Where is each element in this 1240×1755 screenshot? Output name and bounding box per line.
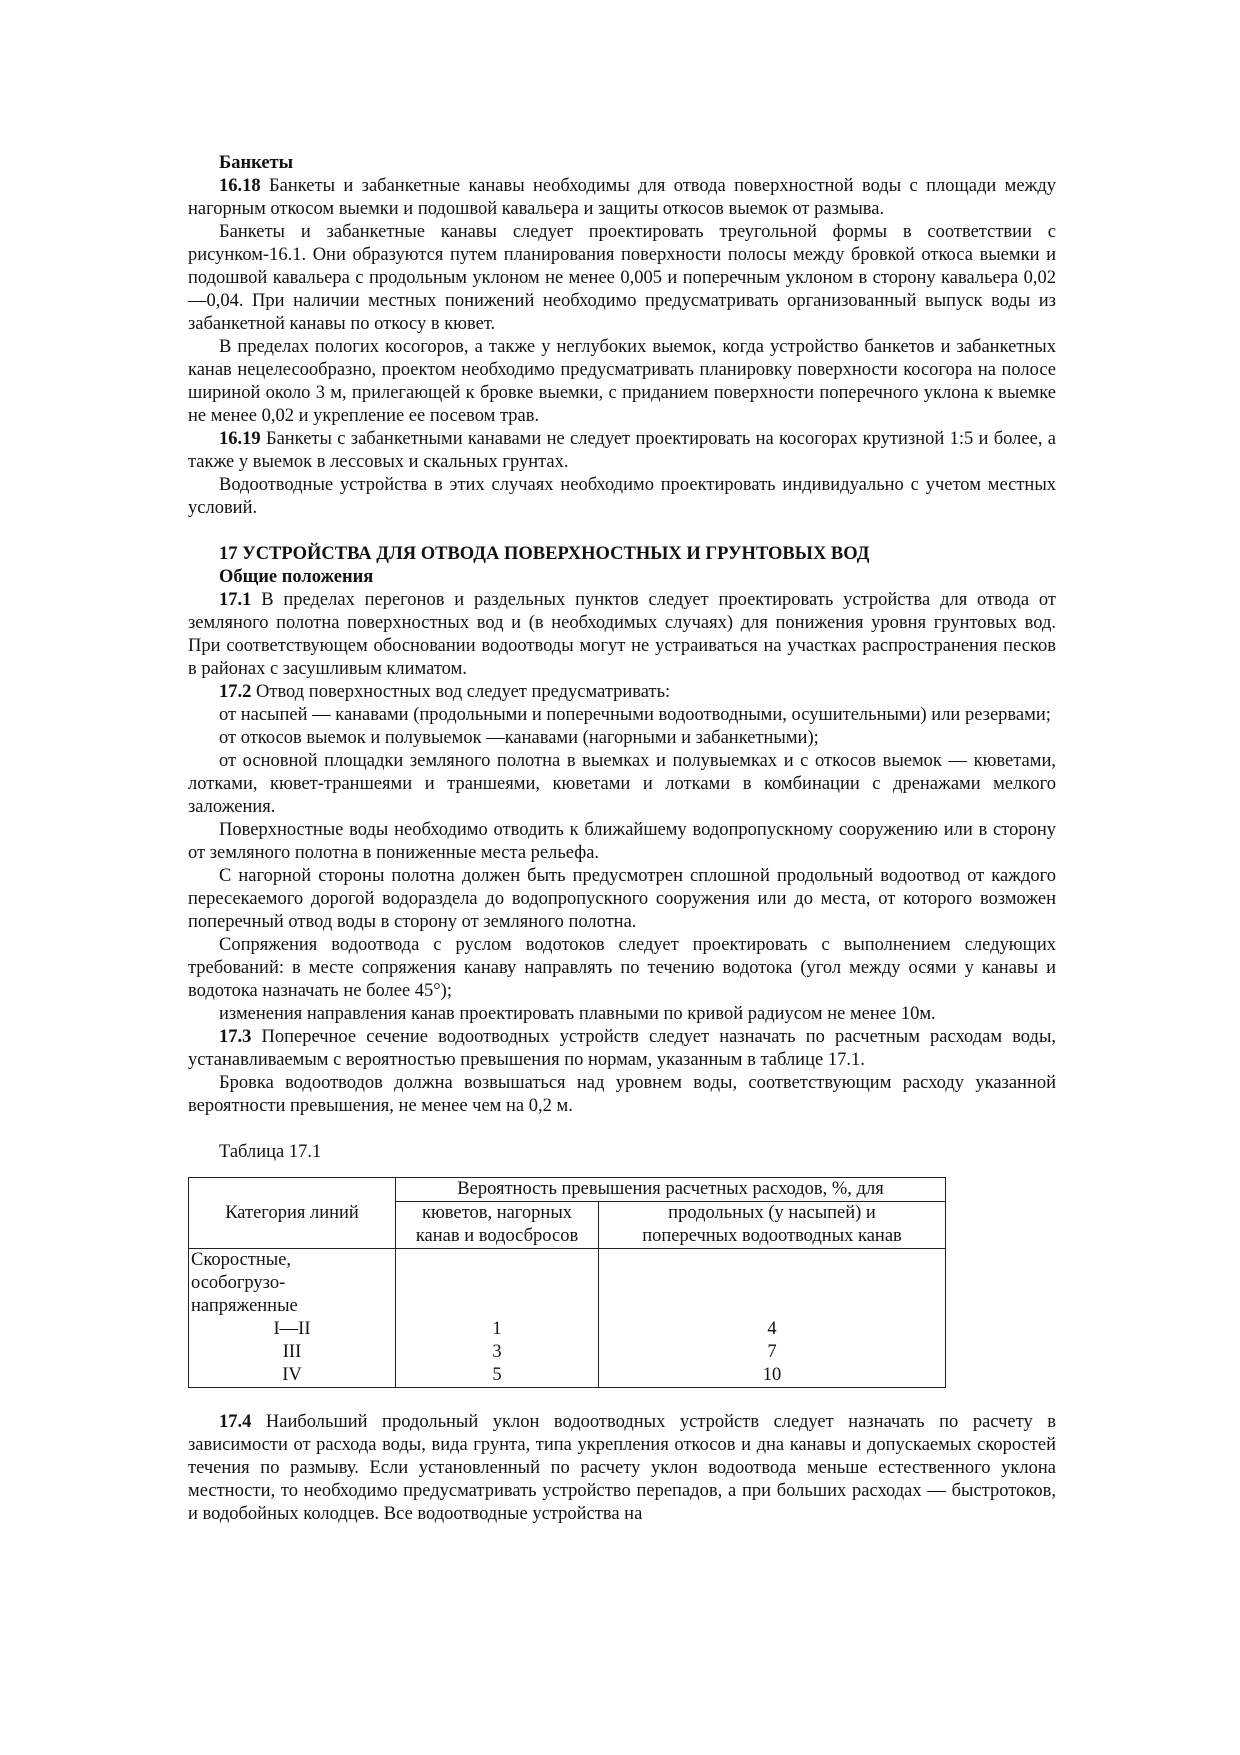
paragraph: С нагорной стороны полотна должен быть предусмотрен сплошной продольный водоотвод от каждого пересекаемого дорогой водораздела до водопропускного сооружения или до места, от которого возможен поперечный отвод воды в сторону от земляного полотна. [188, 866, 1056, 932]
paragraph: Банкеты и забанкетные канавы следует проектировать треугольной формы в соответствии с рисунком-16.1. Они образуются путем планирования поверхности полосы между бровкой откоса выемки и подошвой кавальера с продольным уклоном не менее 0,005 и поперечным уклоном в сторону кавальера 0,02—0,04. При наличии местных понижений необходимо предусматривать организованный выпуск воды из забанкетной канавы по откосу в кювет. [188, 222, 1056, 334]
category-group-line: напряженные [191, 1296, 298, 1316]
paragraph: от насыпей — канавами (продольными и поперечными водоотводными, осушительными) или резервами; [219, 705, 1051, 725]
paragraph-16-18 [188, 175, 1056, 221]
document-page [188, 152, 1056, 1526]
table-value: 7 [767, 1342, 777, 1362]
category-cell [189, 1249, 396, 1388]
clause-number: 17.4 [219, 1412, 252, 1432]
paragraph-17-1 [188, 589, 1056, 681]
table-value: 4 [767, 1319, 777, 1339]
header-col-a [396, 1202, 599, 1249]
section-heading-17: 17 УСТРОЙСТВА ДЛЯ ОТВОДА ПОВЕРХНОСТНЫХ И ГРУНТОВЫХ ВОД [219, 544, 870, 564]
table-17-1 [188, 1177, 946, 1388]
paragraph-text: Отвод поверхностных вод следует предусматривать: [251, 682, 671, 702]
category-value: I—II [273, 1319, 311, 1339]
section-heading-banks: Банкеты [219, 153, 294, 173]
header-col-a-line: канав и водосбросов [415, 1226, 579, 1246]
header-category: Категория линий [189, 1178, 396, 1249]
subheading-general: Общие положения [219, 567, 374, 587]
paragraph-17-4 [188, 1411, 1056, 1526]
paragraph-16-19 [188, 428, 1056, 474]
paragraph: Бровка водоотводов должна возвышаться над уровнем воды, соответствующим расходу указанной вероятности превышения, не менее чем на 0,2 м. [188, 1073, 1056, 1116]
category-value: III [282, 1342, 302, 1362]
header-col-a-line: кюветов, нагорных [421, 1203, 573, 1223]
header-col-b [599, 1202, 946, 1249]
table-value: 5 [492, 1365, 502, 1385]
paragraph: Поверхностные воды необходимо отводить к ближайшему водопропускному сооружению или в сторону от земляного полотна в пониженные места рельефа. [188, 820, 1056, 863]
col-a-values [396, 1249, 599, 1388]
header-col-b-line: продольных (у насыпей) и [668, 1203, 876, 1223]
spacer [188, 520, 1056, 543]
paragraph: изменения направления канав проектировать плавными по кривой радиусом не менее 10м. [219, 1004, 936, 1024]
paragraph-text: Поперечное сечение водоотводных устройств следует назначать по расчетным расходам воды, устанавливаемым с вероятностью превышения по нормам, указанным в таблице 17.1. [188, 1027, 1056, 1070]
table-value: 10 [762, 1365, 782, 1385]
table-value: 1 [492, 1319, 502, 1339]
paragraph: В пределах пологих косогоров, а также у неглубоких выемок, когда устройство банкетов и забанкетных канав нецелесообразно, проектом необходимо предусматривать планировку поверхности косогора на полосе шириной около 3 м, прилегающей к бровке выемки, с приданием поверхности поперечного уклона к выемке не менее 0,02 и укрепление ее посевом трав. [188, 337, 1056, 426]
col-b-values [599, 1249, 946, 1388]
category-value: IV [282, 1365, 302, 1385]
paragraph: Водоотводные устройства в этих случаях необходимо проектировать индивидуально с учетом местных условий. [188, 475, 1056, 518]
table-caption: Таблица 17.1 [219, 1142, 322, 1162]
paragraph-text: Банкеты с забанкетными канавами не следует проектировать на косогорах крутизной 1:5 и более, а также у выемок в лессовых и скальных грунтах. [188, 429, 1056, 472]
clause-number: 16.18 [219, 176, 261, 196]
spacer [188, 1118, 1056, 1141]
clause-number: 17.3 [219, 1027, 252, 1047]
paragraph: Сопряжения водоотвода с руслом водотоков следует проектировать с выполнением следующих требований: в месте сопряжения канаву направлять по течению водотока (угол между осями у канавы и водотока назначать не более 45°); [188, 935, 1056, 1001]
clause-number: 16.19 [219, 429, 261, 449]
table-body-row [189, 1249, 946, 1388]
spacer [188, 1388, 1056, 1411]
header-group: Вероятность превышения расчетных расходов, %, для [396, 1178, 946, 1202]
paragraph-text: В пределах перегонов и раздельных пунктов следует проектировать устройства для отвода от земляного полотна поверхностных вод и (в необходимых случаях) для понижения уровня грунтовых вод. При соответствующем обосновании водоотводы могут не устраиваться на участках распространения песков в районах с засушливым климатом. [188, 590, 1056, 679]
clause-number: 17.1 [219, 590, 252, 610]
paragraph: от откосов выемок и полувыемок —канавами (нагорными и забанкетными); [219, 728, 819, 748]
paragraph-17-2 [188, 681, 1056, 704]
table-header-row [189, 1178, 946, 1202]
paragraph-17-3 [188, 1026, 1056, 1072]
header-col-b-line: поперечных водоотводных канав [642, 1226, 902, 1246]
clause-number: 17.2 [219, 682, 252, 702]
paragraph: от основной площадки земляного полотна в выемках и полувыемках и с откосов выемок — кюветами, лотками, кювет-траншеями и траншеями, кюветами и лотками в комбинации с дренажами мелкого заложения. [188, 751, 1056, 817]
paragraph-text: Наибольший продольный уклон водоотводных устройств следует назначать по расчету в зависимости от расхода воды, вида грунта, типа укрепления откосов и дна канавы и допускаемых скоростей течения по размыву. Если установленный по расчету уклон водоотвода меньше естественного уклона местности, то необходимо предусматривать устройство перепадов, а при больших расходах — быстротоков, и водобойных колодцев. Все водоотводные устройства на [188, 1412, 1056, 1524]
category-group-line: Скоростные, [191, 1250, 292, 1270]
table-value: 3 [492, 1342, 502, 1362]
category-group-line: особогрузо- [191, 1273, 286, 1293]
paragraph-text: Банкеты и забанкетные канавы необходимы для отвода поверхностной воды с площади между нагорным откосом выемки и подошвой кавальера и защиты откосов выемок от размыва. [188, 176, 1056, 219]
